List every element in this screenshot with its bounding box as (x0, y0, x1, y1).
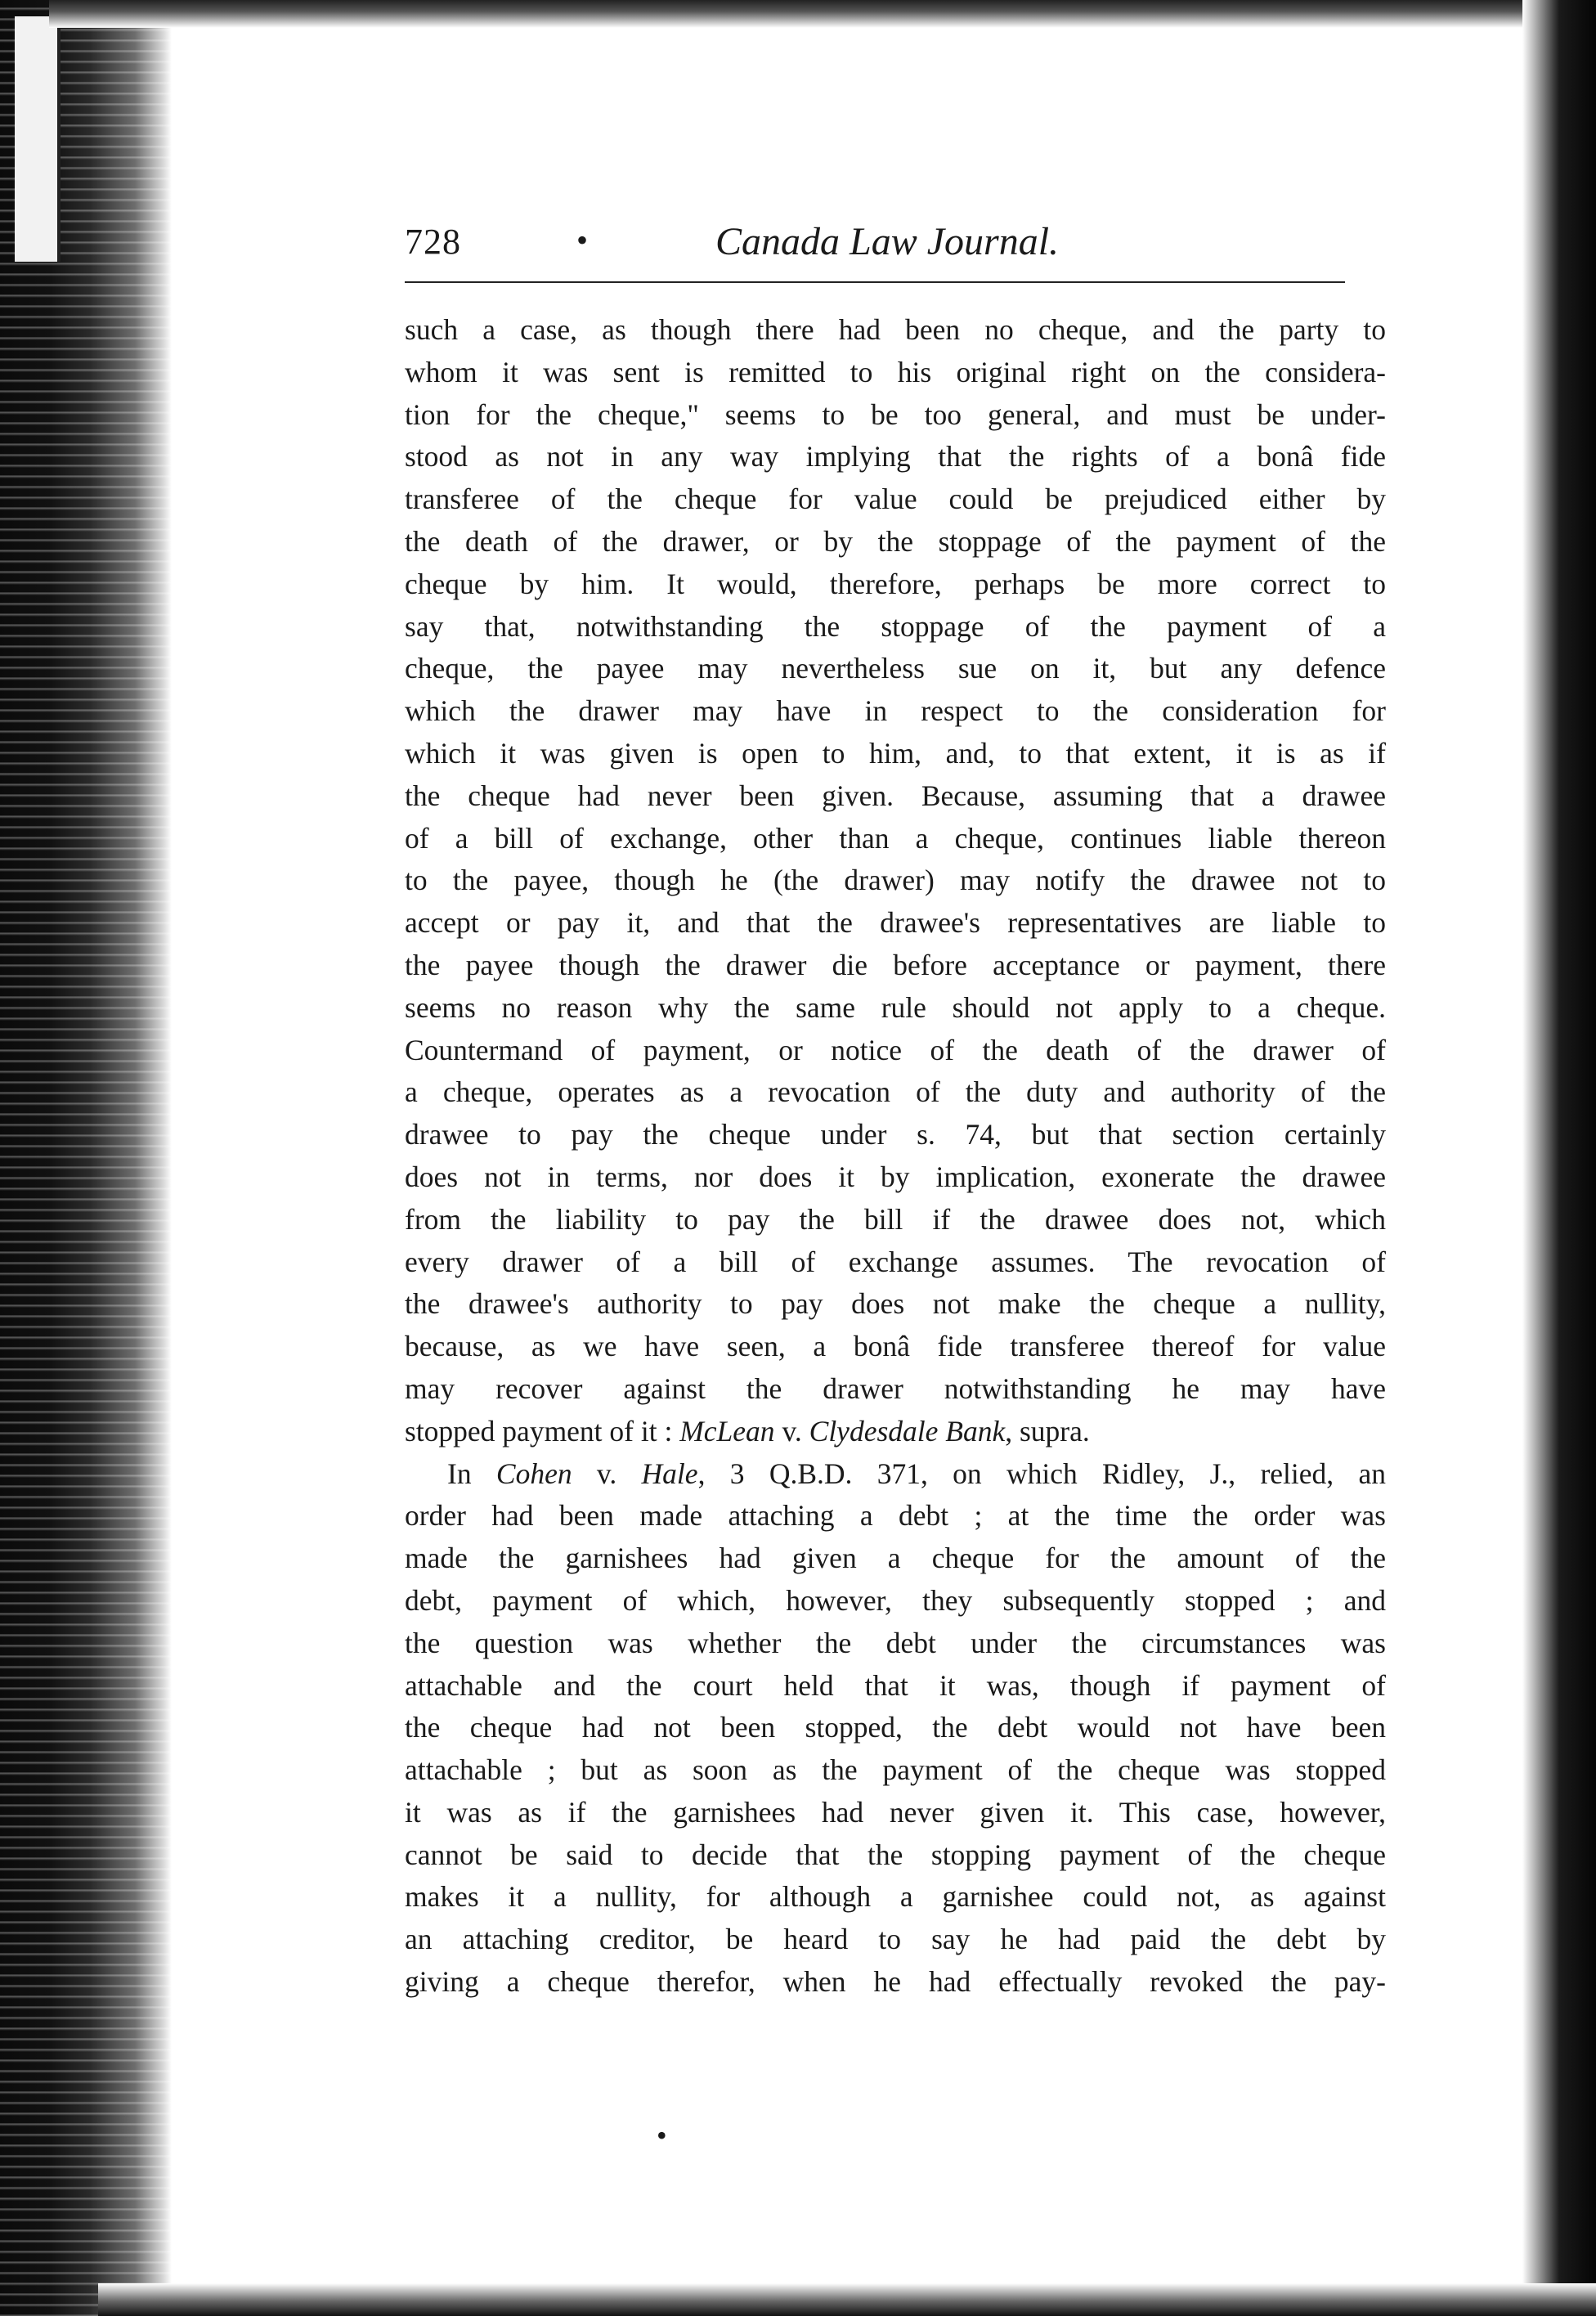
text-line: giving a cheque therefor, when he had effectually revoked the pay- (405, 1965, 1386, 1999)
text-line: which the drawer may have in respect to the consideration for (405, 694, 1386, 728)
text-line: debt, payment of which, however, they subsequently stopped ; and (405, 1583, 1386, 1617)
text-line: cheque, the payee may nevertheless sue on it, but any defence (405, 652, 1386, 685)
scan-edge-tab (15, 16, 61, 262)
scan-bottom-edge (98, 2283, 1596, 2316)
text-line: every drawer of a bill of exchange assumes. The revocation of (405, 1245, 1386, 1278)
text-line: such a case, as though there had been no cheque, and the party to (405, 313, 1386, 346)
text-run: In (447, 1456, 496, 1490)
text-line: attachable and the court held that it was, though if payment of (405, 1668, 1386, 1702)
text-line: to the payee, though he (the drawer) may notify the drawee not to (405, 864, 1386, 897)
text-line: does not in terms, nor does it by implication, exonerate the drawee (405, 1160, 1386, 1193)
text-line: transferee of the cheque for value could be prejudiced either by (405, 482, 1386, 516)
header-separator: • (576, 222, 589, 258)
text-line: because, as we have seen, a bonâ fide transferee thereof for value (405, 1330, 1386, 1363)
text-run: , supra. (1005, 1414, 1090, 1448)
text-line: the cheque had never been given. Because, assuming that a drawee (405, 779, 1386, 812)
text-line: from the liability to pay the bill if the drawee does not, which (405, 1202, 1386, 1236)
case-name: Cohen (495, 1456, 572, 1490)
text-line: the payee though the drawer die before acceptance or payment, there (405, 948, 1386, 981)
text-line: a cheque, operates as a revocation of the duty and authority of the (405, 1075, 1386, 1109)
page-number: 728 (405, 222, 461, 262)
text-line: accept or pay it, and that the drawee's representatives are liable to (405, 906, 1386, 940)
text-line: the drawee's authority to pay does not make the cheque a nullity, (405, 1287, 1386, 1321)
text-line: seems no reason why the same rule should not apply to a cheque. (405, 990, 1386, 1024)
footer-mark: • (657, 2119, 667, 2152)
text-line: the cheque had not been stopped, the debt would not have been (405, 1711, 1386, 1744)
running-title: Canada Law Journal. (715, 220, 1060, 263)
text-line: the question was whether the debt under the circumstances was (405, 1626, 1386, 1659)
text-run: v. (572, 1456, 642, 1490)
text-run: stopped payment of it : (405, 1414, 680, 1448)
scan-binding-edge (0, 0, 172, 2316)
paragraph-1 (405, 309, 1386, 1411)
text-line: the death of the drawer, or by the stoppage of the payment of the (405, 524, 1386, 558)
text-line: made the garnishees had given a cheque for the amount of the (405, 1542, 1386, 1575)
text-line: may recover against the drawer notwithstanding he may have (405, 1371, 1386, 1405)
case-name: McLean (679, 1414, 775, 1448)
paragraph-1-last-line (405, 1411, 1386, 1453)
case-name: Hale (641, 1456, 698, 1490)
text-line: makes it a nullity, for although a garnishee could not, as against (405, 1880, 1386, 1914)
text-line: attachable ; but as soon as the payment of the cheque was stopped (405, 1753, 1386, 1787)
running-header (405, 221, 1345, 283)
text-run: , 3 Q.B.D. 371, on which Ridley, J., relied, an (697, 1456, 1386, 1490)
text-line: tion for the cheque," seems to be too general, and must be under- (405, 397, 1386, 431)
text-line: stood as not in any way implying that the rights of a bonâ fide (405, 440, 1386, 474)
text-line: say that, notwithstanding the stoppage of the payment of a (405, 609, 1386, 643)
scan-right-edge (1522, 0, 1596, 2316)
text-line: Countermand of payment, or notice of the death of the drawer of (405, 1033, 1386, 1066)
scan-top-edge (49, 0, 1596, 28)
text-line: order had been made attaching a debt ; at the time the order was (405, 1499, 1386, 1533)
paragraph-2 (405, 1495, 1386, 2004)
text-run: v. (774, 1414, 809, 1448)
text-line: it was as if the garnishees had never given it. This case, however, (405, 1795, 1386, 1829)
text-line: cannot be said to decide that the stopping payment of the cheque (405, 1838, 1386, 1871)
text-line: which it was given is open to him, and, to that extent, it is as if (405, 736, 1386, 770)
paragraph-2-first-line (405, 1453, 1386, 1496)
book-page (405, 221, 1386, 2004)
text-line: an attaching creditor, be heard to say he had paid the debt by (405, 1923, 1386, 1956)
text-line: cheque by him. It would, therefore, perhaps be more correct to (405, 567, 1386, 600)
text-line: of a bill of exchange, other than a cheque, continues liable thereon (405, 821, 1386, 855)
body-text (405, 309, 1386, 2004)
text-line: whom it was sent is remitted to his original right on the considera- (405, 355, 1386, 388)
case-name: Clydesdale Bank (809, 1414, 1006, 1448)
text-line: drawee to pay the cheque under s. 74, but that section certainly (405, 1118, 1386, 1151)
